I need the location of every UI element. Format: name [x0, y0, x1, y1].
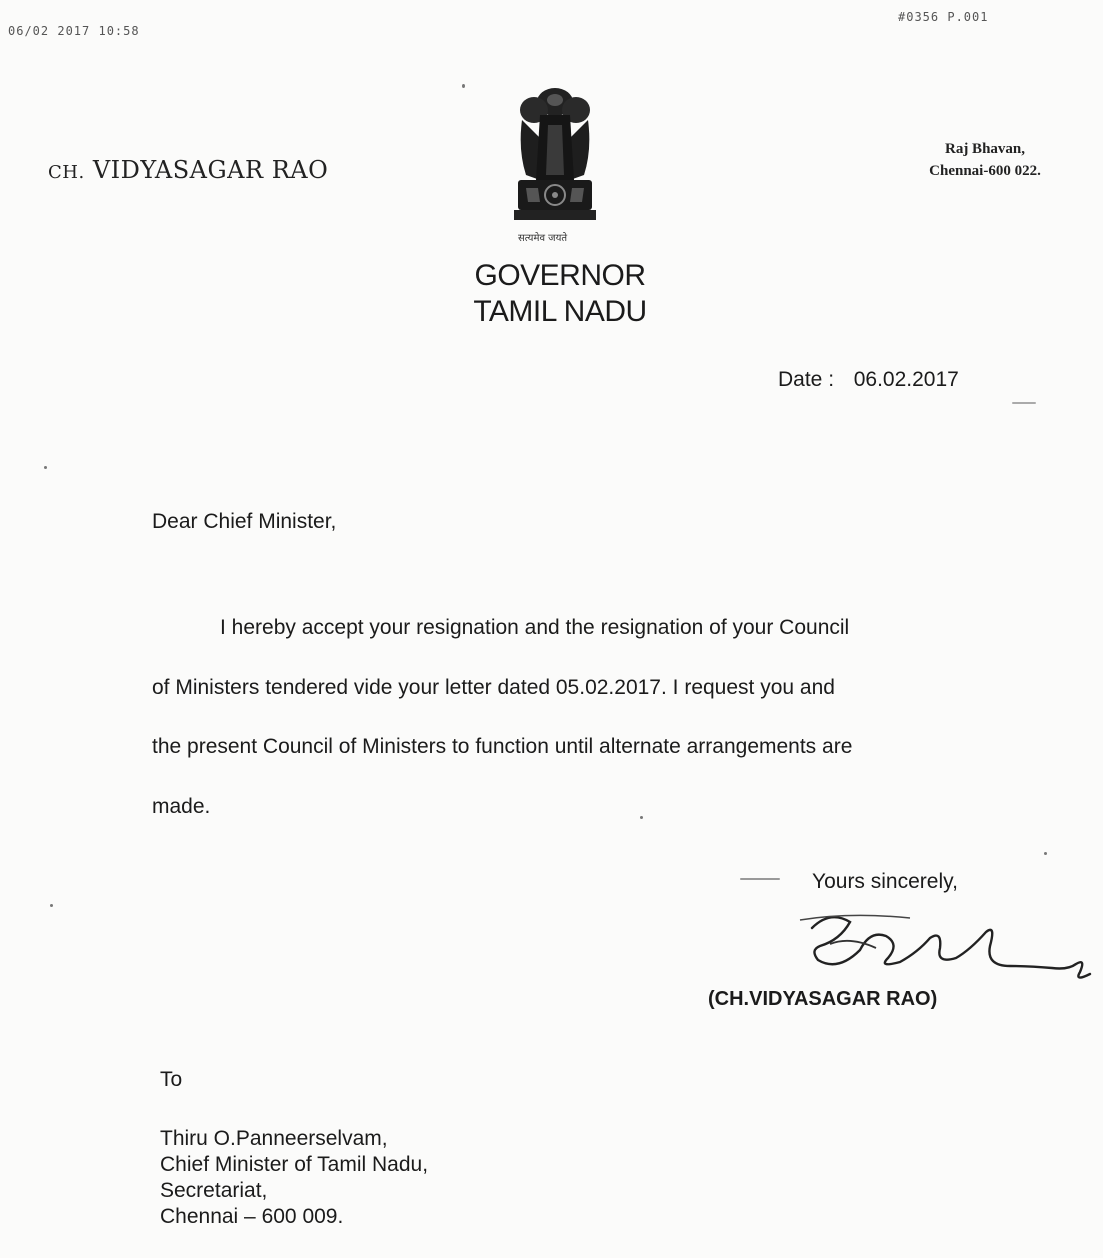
scan-speck	[462, 84, 465, 88]
emblem-motto: सत्यमेव जयते	[518, 233, 568, 244]
closing: Yours sincerely,	[812, 870, 958, 893]
signature-scrawl	[790, 900, 1100, 990]
sender-surname: VIDYASAGAR RAO	[92, 156, 329, 184]
salutation: Dear Chief Minister,	[152, 510, 337, 533]
fax-timestamp: 06/02 2017 10:58	[8, 24, 140, 38]
date-label: Date :	[778, 368, 835, 391]
date-value: 06.02.2017	[853, 368, 959, 391]
signature	[790, 900, 1100, 990]
letter-date	[778, 368, 959, 392]
body-line: of Ministers tendered vide your letter dated 05.02.2017. I request you and	[152, 675, 835, 699]
body-line: the present Council of Ministers to function until alternate arrangements are	[152, 735, 853, 758]
office-address	[895, 138, 1075, 182]
title-governor: GOVERNOR	[474, 259, 646, 292]
sender-name	[48, 156, 328, 184]
scan-speck	[44, 466, 47, 469]
scan-speck	[1012, 402, 1036, 404]
lion-capital-icon	[500, 80, 610, 250]
recipient-line: Chennai – 600 009.	[160, 1205, 344, 1228]
scan-speck	[740, 878, 780, 880]
sender-prefix: CH.	[48, 162, 85, 183]
body-line: I hereby accept your resignation and the resignation of your Council	[220, 616, 850, 639]
body-line: made.	[152, 794, 211, 818]
scan-speck	[1044, 852, 1047, 855]
recipient-line: Chief Minister of Tamil Nadu,	[160, 1153, 429, 1176]
signatory-name: (CH.VIDYASAGAR RAO)	[708, 988, 938, 1010]
letter-body	[152, 598, 984, 836]
national-emblem	[500, 80, 610, 250]
to-label: To	[160, 1068, 183, 1091]
scan-speck	[640, 816, 643, 819]
recipient-line: Secretariat,	[160, 1179, 268, 1202]
scan-speck	[50, 904, 53, 907]
office-title	[440, 258, 680, 330]
office-address-line1: Raj Bhavan,	[944, 141, 1026, 157]
recipient-line: Thiru O.Panneerselvam,	[160, 1127, 388, 1150]
office-address-line2: Chennai-600 022.	[929, 163, 1041, 179]
title-state: TAMIL NADU	[473, 295, 647, 328]
fax-page-number: #0356 P.001	[898, 10, 989, 24]
recipient-address	[160, 1126, 428, 1230]
